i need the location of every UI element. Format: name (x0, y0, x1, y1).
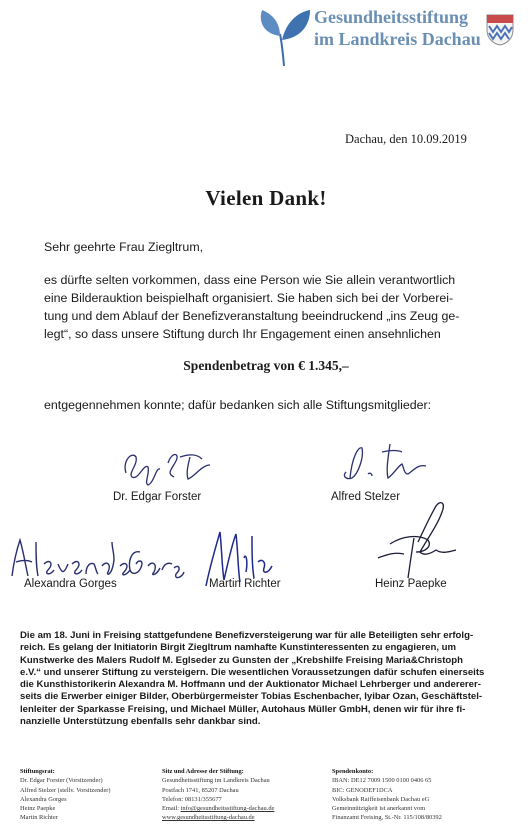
footer-line: Gesundheitsstiftung im Landkreis Dachau (162, 777, 270, 785)
footer-heading: Spendenkonto: (332, 768, 374, 775)
event-report (20, 630, 512, 728)
footer-line: Alexandra Gorges (20, 795, 67, 803)
paragraph-line: legt“, so dass unsere Stiftung durch Ihr Engagement einen ansehnlichen (44, 327, 441, 341)
coat-of-arms-icon (486, 14, 514, 46)
signature-name: Martin Richter (209, 578, 281, 590)
paragraph-line: eine Bilderauktion beispielhaft organisiert. Sie haben sich bei der Vorberei- (44, 291, 454, 305)
footer-line: Martin Richter (20, 814, 58, 822)
report-line: die Kunsthistorikerin Alexandra M. Hoffmann und der Auktionator Michael Lehrberger und andererer- (20, 679, 481, 691)
report-line: Kunstwerke des Malers Rudolf M. Eglseder zu Gunsten der „Krebshilfe Freising Maria&Christoph (20, 654, 463, 666)
email-label: Email: (162, 805, 181, 813)
organization-name-line1: Gesundheitsstiftung (314, 7, 469, 27)
footer-line: Postfach 1741, 85207 Dachau (162, 786, 239, 794)
letter-date: Dachau, den 10.09.2019 (345, 132, 467, 146)
footer-bank (332, 767, 442, 823)
paragraph-1 (44, 271, 494, 343)
report-line: Die am 18. Juni in Freising stattgefundene Benefizversteigerung war für alle Beteiligten sehr erfolg- (20, 630, 474, 641)
organization-name-line2: im Landkreis Dachau (314, 29, 481, 49)
footer-line: IBAN: DE12 7009 1500 0100 0406 65 (332, 777, 432, 785)
footer-heading: Stiftungsrat: (20, 768, 55, 775)
footer-line: BIC: GENODEF1DCA (332, 786, 393, 794)
footer-line: Telefon: 08131/355677 (162, 795, 222, 803)
report-line: reich. Es gelang der Initiatorin Birgit Ziegltrum namhafte Kunstinteressenten zu engagieren, um (20, 642, 457, 654)
signature-paepke-mark (366, 494, 470, 590)
leaf-logo-icon (256, 4, 312, 68)
footer-board (20, 767, 111, 823)
donation-amount: Spendenbetrag von € 1.345,– (183, 358, 349, 373)
signature-name: Dr. Edgar Forster (113, 491, 202, 503)
email-link[interactable]: info@gesundheitsstiftung-dachau.de (180, 805, 275, 813)
signature-name: Alexandra Gorges (24, 578, 117, 590)
footer-line: Gemeinnützigkeit ist anerkannt vom (332, 805, 426, 813)
signature-name: Alfred Stelzer (331, 491, 401, 503)
paragraph-2: entgegennehmen konnte; dafür bedanken sich alle Stiftungsmitglieder: (44, 398, 432, 412)
letter-title: Vielen Dank! (205, 186, 327, 210)
footer-line: Volksbank Raiffeisenbank Dachau eG (332, 795, 430, 803)
footer-heading: Sitz und Adresse der Stiftung: (162, 768, 244, 775)
footer-line: Finanzamt Freising, St.-Nr. 115/108/80392 (332, 814, 442, 822)
signature-forster-mark (118, 443, 228, 493)
paragraph-line: es dürfte selten vorkommen, dass eine Person wie Sie allein verantwortlich (44, 273, 456, 287)
footer-email-line (162, 804, 274, 813)
footer-line: Heinz Paepke (20, 805, 56, 813)
report-line: lenleiter der Sparkasse Freising, und Michael Müller, Autohaus Müller GmbH, denen wir für ihre fi- (20, 703, 466, 715)
report-line: seits die Erwerber einiger Bilder, Oberbürgermeister Tobias Eschenbacher, Iyibar Ozan, Geschäftstel- (20, 691, 483, 703)
footer-line: Alfred Stelzer (stellv. Vorsitzender) (20, 786, 111, 794)
paragraph-line: tung und dem Ablauf der Benefizveranstaltung beeindruckend „ins Zeug ge- (44, 309, 460, 323)
salutation: Sehr geehrte Frau Ziegltrum, (44, 240, 204, 254)
report-line: nanzielle Unterstützung ebenfalls sehr dankbar sind. (20, 716, 261, 728)
footer-address (162, 767, 274, 823)
website-link[interactable]: www.gesundheitsstiftung-dachau.de (162, 814, 255, 822)
footer-line: Dr. Edgar Forster (Vorsitzender) (20, 777, 103, 785)
report-line: e.V.“ und unserer Stiftung zu versteigern. Die wesentlichen Voraussetzungen dafür schufen einerseits (20, 666, 485, 678)
signature-name: Heinz Paepke (375, 578, 447, 590)
signature-stelzer-mark (328, 438, 438, 490)
